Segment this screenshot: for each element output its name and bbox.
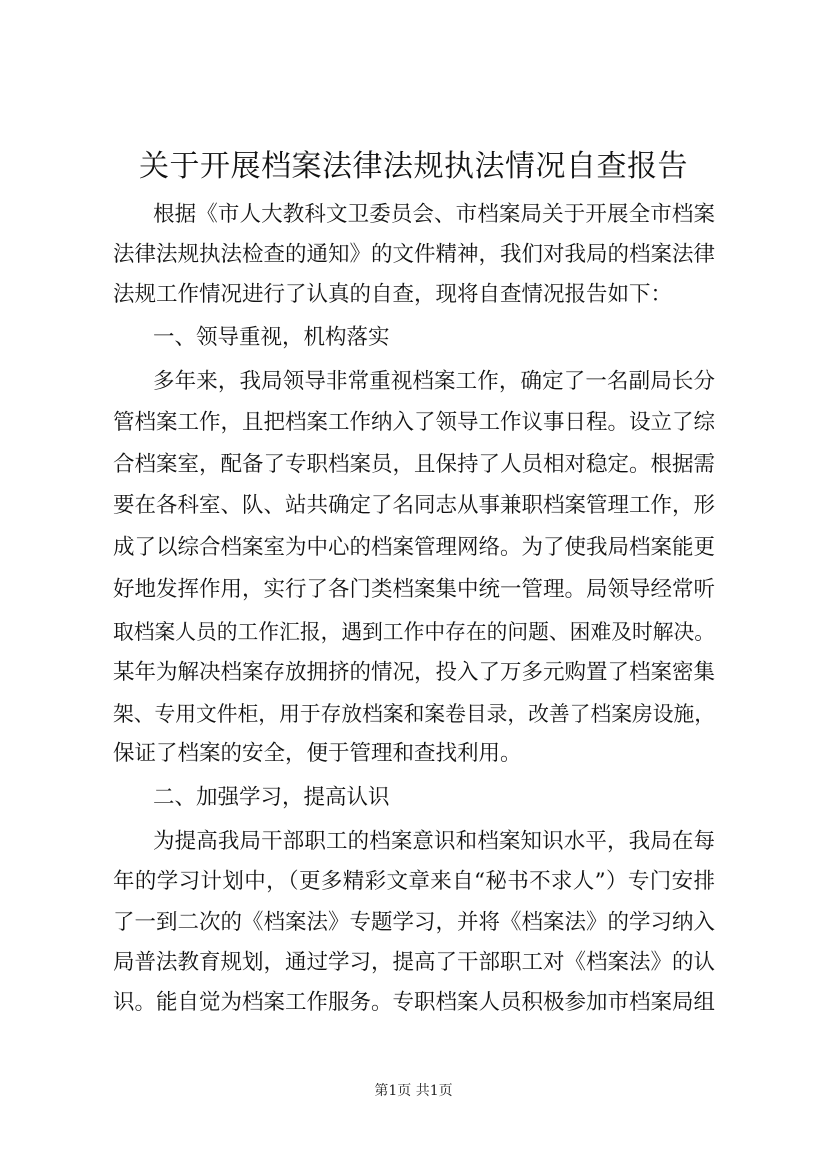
paragraph-line: 局普法教育规划，通过学习，提高了干部职工对《档案法》的认 xyxy=(113,950,716,975)
paragraph-line: 识。能自觉为档案工作服务。专职档案人员积极参加市档案局组 xyxy=(113,990,716,1015)
paragraph-line: 某年为解决档案存放拥挤的情况，投入了万多元购置了档案密集 xyxy=(113,660,716,685)
paragraph-line: 了一到二次的《档案法》专题学习，并将《档案法》的学习纳入 xyxy=(113,910,716,935)
section-heading: 一、领导重视，机构落实 xyxy=(153,325,390,350)
page-number-footer: 第1页 共1页 xyxy=(374,1083,453,1099)
paragraph-line: 要在各科室、队、站共确定了名同志从事兼职档案管理工作，形 xyxy=(113,493,716,518)
document-title: 关于开展档案法律法规执法情况自查报告 xyxy=(139,149,688,184)
paragraph-line: 年的学习计划中，（更多精彩文章来自“秘书不求人”）专门安排 xyxy=(113,869,715,894)
paragraph-line: 保证了档案的安全，便于管理和查找利用。 xyxy=(113,741,522,766)
paragraph-line: 根据《市人大教科文卫委员会、市档案局关于开展全市档案 xyxy=(153,202,715,227)
paragraph-line: 取档案人员的工作汇报，遇到工作中存在的问题、困难及时解决。 xyxy=(113,620,715,644)
paragraph-line: 架、专用文件柜，用于存放档案和案卷目录，改善了档案房设施， xyxy=(113,702,715,726)
paragraph-line: 合档案室，配备了专职档案员，且保持了人员相对稳定。根据需 xyxy=(113,452,716,477)
paragraph-line: 多年来，我局领导非常重视档案工作，确定了一名副局长分 xyxy=(153,369,715,394)
paragraph-line: 为提高我局干部职工的档案意识和档案知识水平，我局在每 xyxy=(153,829,715,854)
paragraph-line: 成了以综合档案室为中心的档案管理网络。为了使我局档案能更 xyxy=(113,535,716,560)
paragraph-line: 好地发挥作用，实行了各门类档案集中统一管理。局领导经常听 xyxy=(113,577,716,602)
section-heading: 二、加强学习，提高认识 xyxy=(153,785,390,810)
paragraph-line: 管档案工作，且把档案工作纳入了领导工作议事日程。设立了综 xyxy=(113,410,716,435)
paragraph-line: 法律法规执法检查的通知》的文件精神，我们对我局的档案法律 xyxy=(113,242,716,267)
paragraph-line: 法规工作情况进行了认真的自查，现将自查情况报告如下： xyxy=(113,282,673,307)
